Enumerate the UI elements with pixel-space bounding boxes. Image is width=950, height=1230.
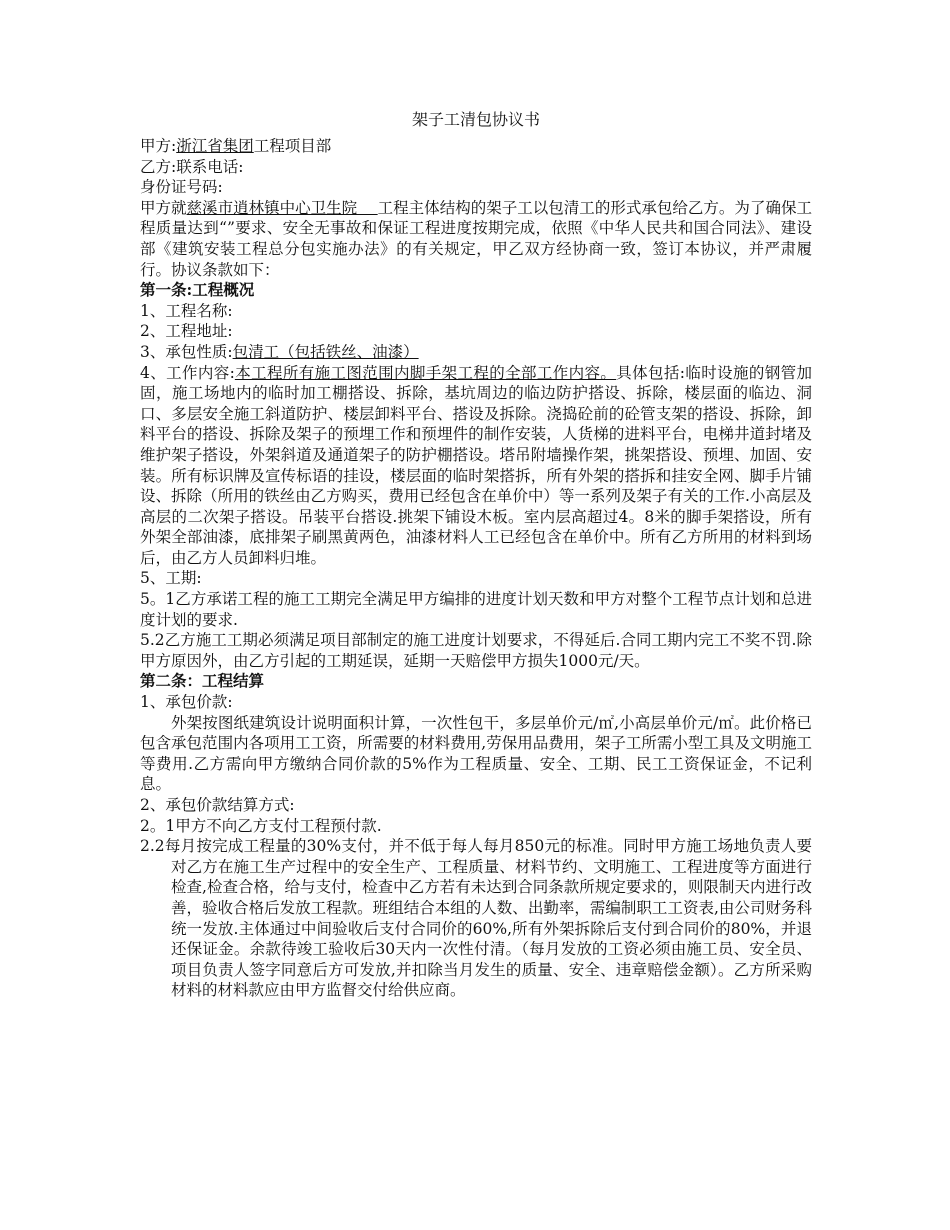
party-b-line: 乙方:联系电话: bbox=[140, 157, 244, 176]
work-content-text: 具体包括:临时设施的钢管加固，施工场地内的临时加工棚搭设、拆除，基坑周边的临边防护搭设、拆除，楼层面的临边、洞口、多层安全施工斜道防护、楼层卸料平台、搭设及拆除。浇捣砼前的砼管支架的搭设、拆除，卸料平台的搭设、拆除及架子的预埋工作和预埋件的制作安装，人货梯的进料平台，电梯井道封堵及维护架子搭设，外架斜道及通道架子的防护棚搭设。塔吊附墙操作架，挑架搭设、预埋、加固、安装。所有标识牌及宣传标语的挂设，楼层面的临时架搭拆，所有外架的搭拆和挂安全网、脚手片铺设、拆除（所用的铁丝由乙方购买，费用已经包含在单价中）等一系列及架子有关的工作.小高层及高层的二次架子搭设。吊装平台搭设.挑架下铺设木板。室内层高超过4。8米的脚手架搭设，所有外架全部油漆，底排架子刷黑黄两色，油漆材料人工已经包含在单价中。所有乙方所用的材料到场后，由乙方人员卸料归堆。 bbox=[140, 363, 812, 567]
work-content-label: 4、工作内容: bbox=[140, 363, 235, 382]
intro-prefix: 甲方就 bbox=[140, 198, 187, 217]
settlement-clause-2-2: 2.2每月按完成工程量的30%支付，并不低于每人每月850元的标准。同时甲方施工场地负责人要对乙方在施工生产过程中的安全生产、工程质量、材料节约、文明施工、工程进度等方面进行检查,检查合格，给与支付，检查中乙方若有未达到合同条款所规定要求的，则限制天内进行改善，验收合格后发放工程款。班组结合本组的人数、出勤率，需编制职工工资表,由公司财务科统一发放.主体通过中间验收后支付合同价的60%,所有外架拆除后支付到合同价的80%，并退还保证金。余款待竣工验收后30天内一次性付清。（每月发放的工资必须由施工员、安全员、项目负责人签字同意后方可发放,并扣除当月发生的质量、安全、违章赔偿金额）。乙方所采购材料的材料款应由甲方监督交付给供应商。 bbox=[140, 837, 812, 1000]
section2-heading: 第二条：工程结算 bbox=[140, 671, 265, 691]
project-name: 慈溪市逍林镇中心卫生院 bbox=[186, 198, 378, 217]
work-content-item bbox=[140, 363, 812, 569]
intro-text: 工程主体结构的架子工以包清工的形式承包给乙方。为了确保工程质量达到“”要求、安全无事故和保证工程进度按期完成，依照《中华人民共和国合同法》、建设部《建筑安装工程总分包实施办法》的有关规定，甲乙双方经协商一致，签订本协议，并严肃履行。协议条款如下： bbox=[140, 198, 812, 279]
id-number-line: 身份证号码: bbox=[140, 178, 223, 197]
schedule-item: 5、工期: bbox=[140, 569, 202, 588]
document-title: 架子工清包协议书 bbox=[411, 110, 540, 129]
contract-nature-value: 包清工（包括铁丝、油漆） bbox=[232, 342, 419, 361]
document-body bbox=[140, 110, 812, 1001]
party-a-label: 甲方: bbox=[140, 137, 177, 155]
schedule-clause-5-2: 5.2乙方施工工期必须满足项目部制定的施工进度计划要求，不得延后.合同工期内完工不奖不罚.除甲方原因外，由乙方引起的工期延误，延期一天赔偿甲方损失1000元/天。 bbox=[140, 631, 812, 670]
settlement-clause-2-1: 2。1甲方不向乙方支付工程预付款. bbox=[140, 816, 382, 835]
settlement-method-item: 2、承包价款结算方式: bbox=[140, 796, 295, 814]
work-content-underlined: 本工程所有施工图范围内脚手架工程的全部工作内容。 bbox=[234, 363, 617, 382]
contract-nature-label: 3、承包性质: bbox=[140, 342, 233, 361]
party-a-rest: 工程项目部 bbox=[253, 137, 332, 155]
contract-nature-item bbox=[140, 342, 812, 363]
intro-paragraph bbox=[140, 198, 812, 280]
section1-heading: 第一条:工程概况 bbox=[140, 280, 255, 300]
schedule-clause-5-1: 5。1乙方承诺工程的施工工期完全满足甲方编排的进度计划天数和甲方对整个工程节点计划和总进度计划的要求. bbox=[140, 590, 812, 629]
project-address-item: 2、工程地址: bbox=[140, 322, 233, 341]
party-a-line bbox=[140, 136, 812, 157]
contract-price-item: 1、承包价款: bbox=[140, 693, 233, 712]
project-name-item: 1、工程名称: bbox=[140, 301, 233, 320]
contract-price-text: 外架按图纸建筑设计说明面积计算，一次性包干，多层单价元/㎡,小高层单价元/㎡。此价格已包含承包范围内各项用工工资，所需要的材料费用,劳保用品费用，架子工所需小型工具及文明施工等费用.乙方需向甲方缴纳合同价款的5%作为工程质量、安全、工期、民工工资保证金，不记利息。 bbox=[140, 713, 812, 794]
party-a-name: 浙江省集团 bbox=[176, 137, 254, 155]
